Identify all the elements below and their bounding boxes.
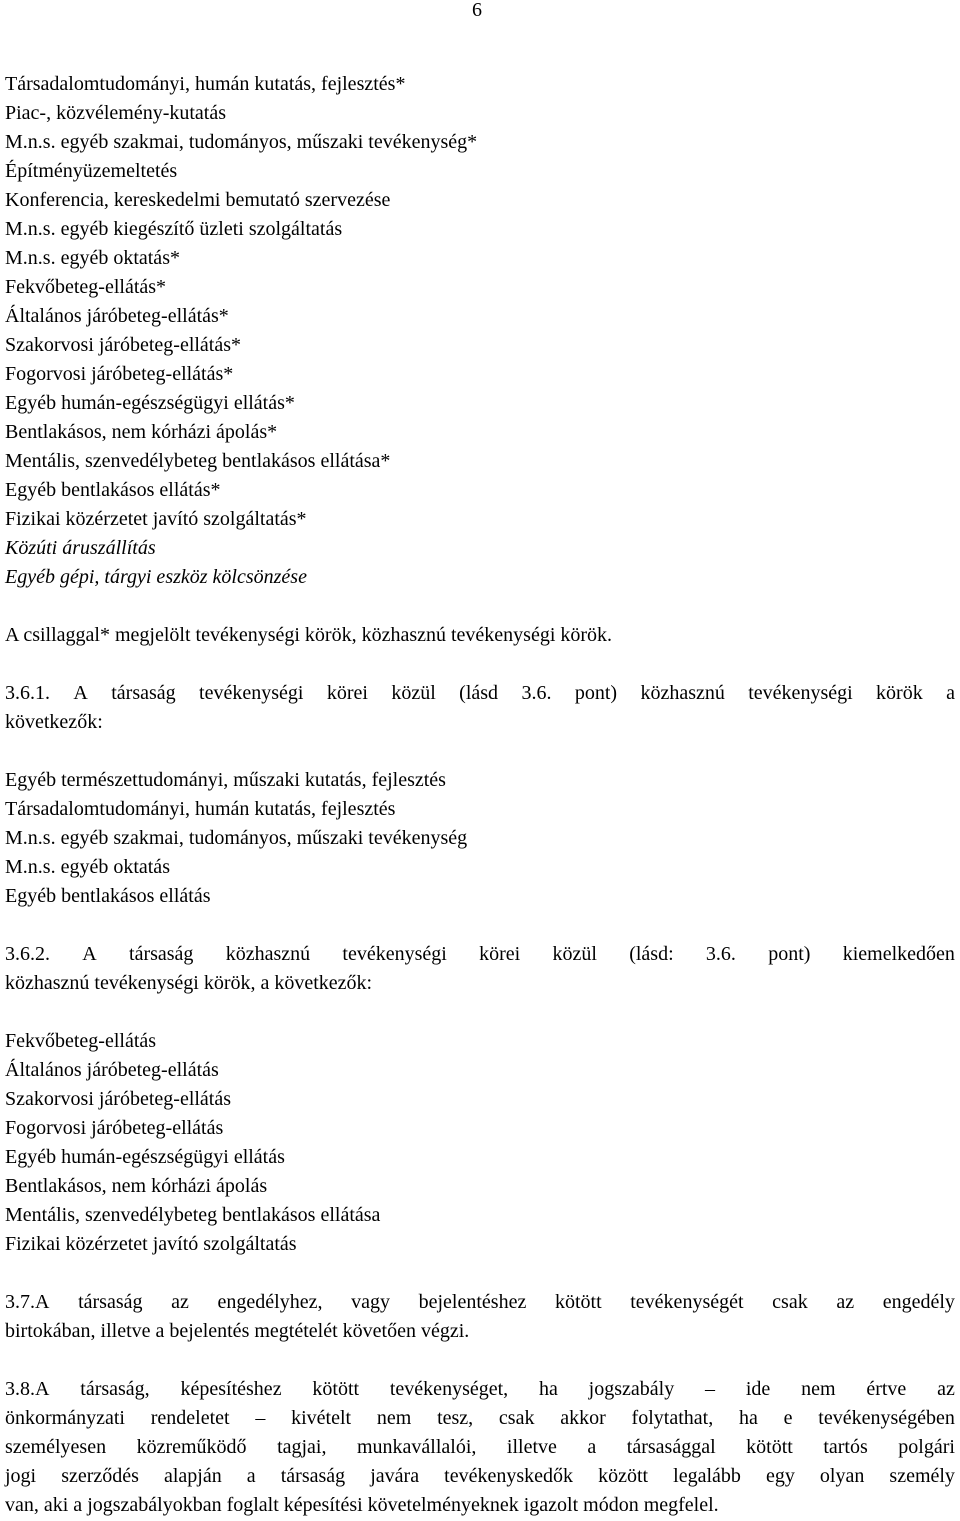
- word: személyesen: [5, 1436, 107, 1458]
- word: –: [255, 1407, 266, 1429]
- word: bejelentéshez: [418, 1291, 527, 1313]
- word: társaság: [129, 943, 194, 965]
- word: A: [73, 682, 88, 704]
- word: 3.8.A: [5, 1378, 50, 1400]
- word: tevékenységi: [199, 682, 304, 704]
- word: értve: [866, 1378, 907, 1400]
- list-item: Fizikai közérzetet javító szolgáltatás*: [5, 508, 307, 530]
- list-item-italic: Közúti áruszállítás: [5, 537, 156, 559]
- word: a: [946, 682, 955, 704]
- word: társaság: [280, 1465, 346, 1487]
- word: (lásd: [459, 682, 499, 704]
- word: közül: [552, 943, 597, 965]
- word: kivételt: [291, 1407, 352, 1429]
- list-item: Általános járóbeteg-ellátás: [5, 1059, 219, 1081]
- list-item: M.n.s. egyéb oktatás*: [5, 247, 180, 269]
- word: –: [705, 1378, 716, 1400]
- list-item: M.n.s. egyéb oktatás: [5, 856, 170, 878]
- section-3-8-line-1: [5, 1375, 955, 1404]
- word: illetve: [506, 1436, 557, 1458]
- word: jogi: [5, 1465, 37, 1487]
- section-3-6-1-line-1: [5, 679, 955, 708]
- word: legalább: [673, 1465, 741, 1487]
- word: tartós: [823, 1436, 868, 1458]
- activity-list: [5, 70, 955, 592]
- word: közül: [391, 682, 436, 704]
- word: 3.6.1.: [5, 682, 50, 704]
- section-3-8: [5, 1375, 955, 1520]
- word: ide: [745, 1378, 771, 1400]
- list-item: Egyéb humán-egészségügyi ellátás*: [5, 392, 295, 414]
- page-number: 6: [472, 0, 482, 21]
- word: az: [937, 1378, 955, 1400]
- word: tevékenységi: [748, 682, 853, 704]
- word: munkavállalói,: [357, 1436, 477, 1458]
- word: javára: [370, 1465, 420, 1487]
- list-item: M.n.s. egyéb kiegészítő üzleti szolgáltatás: [5, 218, 343, 240]
- word: tevékenységét: [630, 1291, 744, 1313]
- word: az: [836, 1291, 855, 1313]
- document-body: [5, 70, 955, 1520]
- section-3-6-1-line-2: következők:: [5, 711, 103, 733]
- word: a: [587, 1436, 597, 1458]
- word: társasággal: [626, 1436, 716, 1458]
- public-benefit-list: [5, 766, 955, 911]
- word: tesz,: [437, 1407, 474, 1429]
- list-item: Mentális, szenvedélybeteg bentlakásos ellátása*: [5, 450, 391, 472]
- word: polgári: [898, 1436, 955, 1458]
- word: jogszabály: [588, 1378, 675, 1400]
- word: csak: [772, 1291, 808, 1313]
- section-3-8-line-5: van, aki a jogszabályokban foglalt képesítési követelményeknek igazolt módon megfelel.: [5, 1494, 719, 1516]
- list-item: Fekvőbeteg-ellátás: [5, 1030, 157, 1052]
- word: körök: [876, 682, 923, 704]
- word: e: [783, 1407, 793, 1429]
- word: egy: [765, 1465, 795, 1487]
- word: rendeletet: [150, 1407, 230, 1429]
- word: nem: [376, 1407, 412, 1429]
- word: pont): [574, 682, 618, 704]
- word: 3.6.: [705, 943, 736, 965]
- word: közreműködő: [136, 1436, 247, 1458]
- word: engedély: [882, 1291, 955, 1313]
- word: körei: [479, 943, 521, 965]
- word: 3.6.: [521, 682, 552, 704]
- asterisk-note: A csillaggal* megjelölt tevékenységi körök, közhasznú tevékenységi körök.: [5, 624, 613, 646]
- word: ha: [738, 1407, 758, 1429]
- list-item: Társadalomtudományi, humán kutatás, fejlesztés*: [5, 73, 406, 95]
- word: személy: [889, 1465, 955, 1487]
- list-item: Konferencia, kereskedelmi bemutató szervezése: [5, 189, 391, 211]
- section-3-6-2: [5, 940, 955, 998]
- list-item: Társadalomtudományi, humán kutatás, fejlesztés: [5, 798, 396, 820]
- word: pont): [768, 943, 811, 965]
- word: A: [82, 943, 97, 965]
- word: kiemelkedően: [842, 943, 955, 965]
- outstanding-public-benefit-list: [5, 1027, 955, 1259]
- word: közhasznú: [640, 682, 725, 704]
- word: 3.7.A: [5, 1291, 50, 1313]
- list-item-italic: Egyéb gépi, tárgyi eszköz kölcsönzése: [5, 566, 307, 588]
- word: vagy: [351, 1291, 390, 1313]
- word: tevékenységi: [342, 943, 447, 965]
- word: tevékenyskedők: [444, 1465, 574, 1487]
- list-item: M.n.s. egyéb szakmai, tudományos, műszaki tevékenység: [5, 827, 468, 849]
- list-item: Építményüzemeltetés: [5, 160, 178, 182]
- word: olyan: [819, 1465, 865, 1487]
- list-item: Fogorvosi járóbeteg-ellátás: [5, 1117, 224, 1139]
- list-item: Piac-, közvélemény-kutatás: [5, 102, 227, 124]
- word: társaság: [78, 1291, 143, 1313]
- section-3-6-2-line-2: közhasznú tevékenységi körök, a következők:: [5, 972, 373, 994]
- list-item: Fizikai közérzetet javító szolgáltatás: [5, 1233, 297, 1255]
- list-item: Szakorvosi járóbeteg-ellátás: [5, 1088, 232, 1110]
- list-item: Egyéb bentlakásos ellátás*: [5, 479, 221, 501]
- word: tagjai,: [277, 1436, 327, 1458]
- word: alapján: [163, 1465, 222, 1487]
- section-3-7-line-2: birtokában, illetve a bejelentés megtételét követően végzi.: [5, 1320, 470, 1342]
- word: az: [171, 1291, 189, 1313]
- word: csak: [498, 1407, 535, 1429]
- word: közhasznú: [225, 943, 311, 965]
- list-item: Fekvőbeteg-ellátás*: [5, 276, 167, 298]
- section-3-6-2-line-1: [5, 940, 955, 969]
- word: önkormányzati: [5, 1407, 125, 1429]
- word: között: [598, 1465, 649, 1487]
- word: tevékenységet,: [389, 1378, 509, 1400]
- word: kötött: [746, 1436, 793, 1458]
- section-3-8-line-4: [5, 1462, 955, 1491]
- list-item: Szakorvosi járóbeteg-ellátás*: [5, 334, 242, 356]
- word: folytathat,: [631, 1407, 714, 1429]
- word: ha: [538, 1378, 558, 1400]
- list-item: Egyéb természettudományi, műszaki kutatás, fejlesztés: [5, 769, 446, 791]
- section-3-7: [5, 1288, 955, 1346]
- list-item: M.n.s. egyéb szakmai, tudományos, műszaki tevékenység*: [5, 131, 478, 153]
- list-item: Egyéb humán-egészségügyi ellátás: [5, 1146, 285, 1168]
- list-item: Általános járóbeteg-ellátás*: [5, 305, 229, 327]
- word: kötött: [554, 1291, 602, 1313]
- word: tevékenységében: [818, 1407, 955, 1429]
- word: (lásd:: [629, 943, 674, 965]
- list-item: Mentális, szenvedélybeteg bentlakásos ellátása: [5, 1204, 381, 1226]
- section-3-7-line-1: [5, 1288, 955, 1317]
- list-item: Fogorvosi járóbeteg-ellátás*: [5, 363, 234, 385]
- word: képesítéshez: [180, 1378, 282, 1400]
- word: akkor: [560, 1407, 606, 1429]
- word: körei: [326, 682, 368, 704]
- word: 3.6.2.: [5, 943, 50, 965]
- section-3-6-1: [5, 679, 955, 737]
- section-3-8-line-3: [5, 1433, 955, 1462]
- word: társaság,: [80, 1378, 150, 1400]
- list-item: Bentlakásos, nem kórházi ápolás*: [5, 421, 278, 443]
- word: társaság: [111, 682, 176, 704]
- word: engedélyhez,: [217, 1291, 323, 1313]
- section-3-8-line-2: [5, 1404, 955, 1433]
- word: szerződés: [61, 1465, 139, 1487]
- word: kötött: [312, 1378, 360, 1400]
- word: nem: [801, 1378, 836, 1400]
- list-item: Egyéb bentlakásos ellátás: [5, 885, 211, 907]
- word: a: [246, 1465, 256, 1487]
- list-item: Bentlakásos, nem kórházi ápolás: [5, 1175, 268, 1197]
